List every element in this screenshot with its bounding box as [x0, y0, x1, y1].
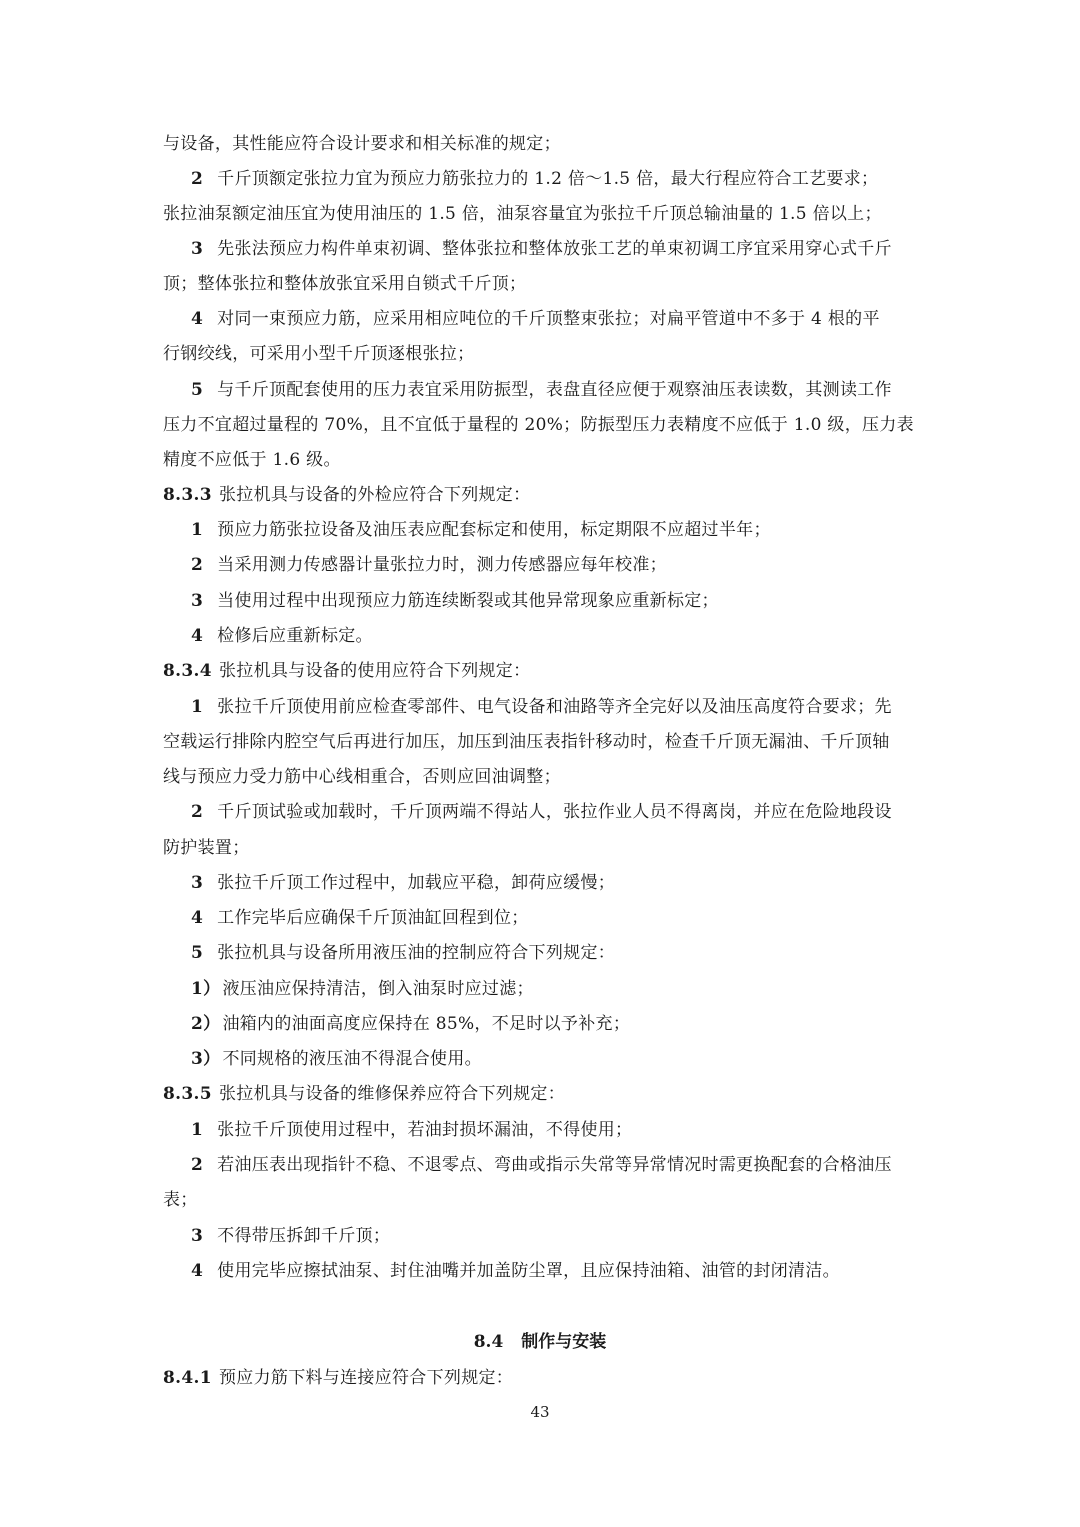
line-text: 当使用过程中出现预应力筋连续断裂或其他异常现象应重新标定；: [217, 591, 719, 611]
section-heading: [0, 1330, 1080, 1354]
item-number: 4: [191, 309, 204, 329]
text-line: [163, 836, 923, 860]
item-number: 3）: [191, 1049, 221, 1069]
list-item: [191, 941, 921, 965]
line-text: 张拉油泵额定油压宜为使用油压的 1.5 倍，油泵容量宜为张拉千斤顶总输油量的 1.5 倍以上；: [163, 204, 882, 224]
section-number: 8.4: [473, 1332, 504, 1352]
clause-heading: [163, 483, 923, 507]
list-item: [191, 589, 921, 613]
line-text: 表；: [163, 1190, 198, 1210]
line-text: 使用完毕应擦拭油泵、封住油嘴并加盖防尘罩，且应保持油箱、油管的封闭清洁。: [217, 1261, 840, 1281]
line-text: 张拉千斤顶使用过程中，若油封损坏漏油，不得使用；: [217, 1120, 633, 1140]
line-text: 当采用测力传感器计量张拉力时，测力传感器应每年校准；: [217, 555, 667, 575]
text-line: [163, 448, 923, 472]
item-number: 5: [191, 943, 204, 963]
item-number: 3: [191, 1226, 204, 1246]
item-number: 1: [191, 520, 204, 540]
text-line: [163, 730, 923, 754]
line-text: 千斤顶额定张拉力宜为预应力筋张拉力的 1.2 倍～1.5 倍，最大行程应符合工艺要求；: [217, 169, 879, 189]
item-number: 5: [191, 380, 204, 400]
list-item: [191, 871, 921, 895]
list-item: [191, 553, 921, 577]
item-number: 4: [191, 626, 204, 646]
item-number: 2: [191, 555, 204, 575]
item-number: 2: [191, 169, 204, 189]
line-text: 张拉机具与设备的使用应符合下列规定：: [219, 661, 531, 681]
line-text: 线与预应力受力筋中心线相重合，否则应回油调整；: [163, 767, 561, 787]
item-number: 4: [191, 1261, 204, 1281]
item-number: 2: [191, 802, 204, 822]
line-text: 工作完毕后应确保千斤顶油缸回程到位；: [217, 908, 529, 928]
line-text: 张拉机具与设备所用液压油的控制应符合下列规定：: [217, 943, 616, 963]
item-number: 2）: [191, 1014, 221, 1034]
line-text: 千斤顶试验或加载时，千斤顶两端不得站人，张拉作业人员不得离岗，并应在危险地段设: [217, 802, 892, 822]
text-line: [163, 132, 923, 156]
text-line: [163, 765, 923, 789]
list-item: [191, 1224, 921, 1248]
clause-number: 8.3.4: [163, 661, 212, 681]
item-number: 3: [191, 873, 204, 893]
line-text: 压力不宜超过量程的 70%，且不宜低于量程的 20%；防振型压力表精度不应低于 1.0 级，压力表: [163, 415, 914, 435]
text-line: [163, 413, 923, 437]
item-number: 1: [191, 1120, 204, 1140]
line-text: 与千斤顶配套使用的压力表宜采用防振型，表盘直径应便于观察油压表读数，其测读工作: [217, 380, 892, 400]
line-text: 预应力筋张拉设备及油压表应配套标定和使用，标定期限不应超过半年；: [217, 520, 771, 540]
list-item: [191, 800, 921, 824]
line-text: 检修后应重新标定。: [217, 626, 373, 646]
line-text: 先张法预应力构件单束初调、整体张拉和整体放张工艺的单束初调工序宜采用穿心式千斤: [217, 239, 892, 259]
clause-number: 8.3.3: [163, 485, 212, 505]
clause-number: 8.3.5: [163, 1084, 212, 1104]
line-text: 预应力筋下料与连接应符合下列规定：: [219, 1368, 514, 1388]
line-text: 行钢绞线，可采用小型千斤顶逐根张拉；: [163, 344, 475, 364]
list-item: [191, 906, 921, 930]
clause-number: 8.4.1: [163, 1368, 212, 1388]
list-item: [191, 167, 921, 191]
list-item: [191, 237, 921, 261]
clause-heading: [163, 659, 923, 683]
line-text: 不同规格的液压油不得混合使用。: [222, 1049, 482, 1069]
item-number: 3: [191, 239, 204, 259]
page-number: 43: [530, 1403, 550, 1421]
line-text: 不得带压拆卸千斤顶；: [217, 1226, 391, 1246]
line-text: 张拉机具与设备的维修保养应符合下列规定：: [219, 1084, 565, 1104]
list-item: [191, 624, 921, 648]
line-text: 液压油应保持清洁，倒入油泵时应过滤；: [222, 979, 534, 999]
line-text: 与设备，其性能应符合设计要求和相关标准的规定；: [163, 134, 561, 154]
item-number: 4: [191, 908, 204, 928]
clause-heading: [163, 1082, 923, 1106]
item-number: 1: [191, 697, 204, 717]
item-number: 3: [191, 591, 204, 611]
line-text: 对同一束预应力筋，应采用相应吨位的千斤顶整束张拉；对扁平管道中不多于 4 根的平: [217, 309, 880, 329]
list-item: [191, 1153, 921, 1177]
section-title: 制作与安装: [521, 1332, 607, 1352]
line-text: 空载运行排除内腔空气后再进行加压，加压到油压表指针移动时，检查千斤顶无漏油、千斤顶轴: [163, 732, 890, 752]
sub-list-item: [191, 1047, 921, 1071]
line-text: 油箱内的油面高度应保持在 85%，不足时以予补充；: [222, 1014, 631, 1034]
list-item: [191, 695, 921, 719]
line-text: 精度不应低于 1.6 级。: [163, 450, 341, 470]
line-text: 若油压表出现指针不稳、不退零点、弯曲或指示失常等异常情况时需更换配套的合格油压: [217, 1155, 892, 1175]
line-text: 张拉千斤顶使用前应检查零部件、电气设备和油路等齐全完好以及油压高度符合要求；先: [217, 697, 892, 717]
text-line: [163, 342, 923, 366]
item-number: 1）: [191, 979, 221, 999]
list-item: [191, 518, 921, 542]
line-text: 顶；整体张拉和整体放张宜采用自锁式千斤顶；: [163, 274, 527, 294]
list-item: [191, 1118, 921, 1142]
sub-list-item: [191, 1012, 921, 1036]
sub-list-item: [191, 977, 921, 1001]
list-item: [191, 307, 921, 331]
list-item: [191, 378, 921, 402]
line-text: 张拉机具与设备的外检应符合下列规定：: [219, 485, 531, 505]
line-text: 张拉千斤顶工作过程中，加载应平稳，卸荷应缓慢；: [217, 873, 616, 893]
text-line: [163, 202, 923, 226]
clause-heading: [163, 1366, 923, 1390]
text-line: [163, 272, 923, 296]
line-text: 防护装置；: [163, 838, 250, 858]
text-line: [163, 1188, 923, 1212]
item-number: 2: [191, 1155, 204, 1175]
list-item: [191, 1259, 921, 1283]
